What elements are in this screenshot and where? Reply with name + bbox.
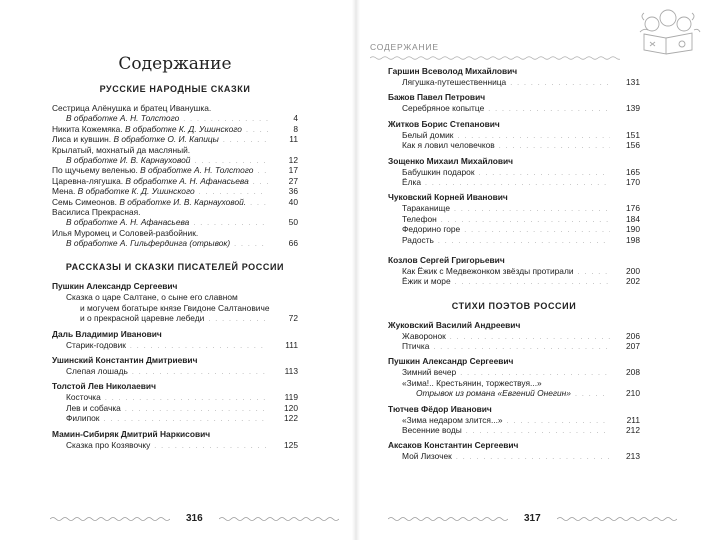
author-name: Мамин-Сибиряк Дмитрий Наркисович	[52, 428, 211, 439]
toc-entry-line: и могучем богатыре князе Гвидоне Салтановиче	[80, 302, 270, 313]
children-reading-book-icon	[630, 4, 708, 56]
toc-entry[interactable]: Ёжик и море . . . 202	[388, 276, 640, 286]
toc-entry[interactable]: Серебряное копытце . . . 139	[388, 103, 640, 113]
page-footer	[388, 513, 677, 525]
toc-entry[interactable]: Тараканище . . . 176	[388, 203, 640, 213]
toc-entry[interactable]: Мена. В обработке К. Д. Ушинского . . . 36	[52, 186, 298, 196]
toc-entry[interactable]: В обработке И. В. Карнауховой . . . 12	[52, 155, 298, 165]
toc-entry[interactable]: Зимний вечер . . . 208	[388, 367, 640, 377]
toc-entry[interactable]: Сказка про Козявочку . . . 125	[52, 440, 298, 450]
toc-writers-continued	[388, 66, 640, 287]
section-heading-folk-tales: РУССКИЕ НАРОДНЫЕ СКАЗКИ	[99, 84, 251, 94]
author-name: Тютчев Фёдор Иванович	[388, 403, 492, 414]
author-name: Пушкин Александр Сергеевич	[388, 356, 514, 367]
author-name: Зощенко Михаил Михайлович	[388, 155, 513, 166]
toc-entry[interactable]: Лягушка-путешественница . . . 131	[388, 77, 640, 87]
wavy-line-ornament-icon	[370, 54, 620, 62]
toc-writers	[52, 281, 298, 450]
author-name: Козлов Сергей Григорьевич	[388, 254, 505, 265]
wavy-line-ornament-icon	[388, 515, 508, 523]
toc-entry[interactable]: Как я ловил человечков . . . 156	[388, 140, 640, 150]
book-spine-gutter	[352, 0, 360, 540]
toc-entry[interactable]: Телефон . . . 184	[388, 214, 640, 224]
toc-entry[interactable]: Радость . . . 198	[388, 235, 640, 245]
author-name: Пушкин Александр Сергеевич	[52, 281, 178, 292]
author-name: Даль Владимир Иванович	[52, 328, 162, 339]
toc-entry[interactable]: В обработке А. Н. Толстого . . . 4	[52, 113, 298, 123]
toc-entry-line: Сказка о царе Салтане, о сыне его славном	[66, 292, 238, 303]
toc-entry[interactable]: Весенние воды . . . 212	[388, 425, 640, 435]
left-column	[52, 54, 298, 450]
toc-entry[interactable]: Как Ёжик с Медвежонком звёзды протирали . . . 200	[388, 266, 640, 276]
toc-entry[interactable]: Старик-годовик . . . 111	[52, 340, 298, 350]
author-name: Ушинский Константин Дмитриевич	[52, 355, 198, 366]
author-name: Гаршин Всеволод Михайлович	[388, 66, 518, 76]
page-number: 317	[524, 513, 541, 524]
right-page	[360, 0, 712, 540]
toc-entry[interactable]: Слепая лошадь . . . 113	[52, 366, 298, 376]
toc-entry[interactable]: Жаворонок . . . 206	[388, 331, 640, 341]
toc-entry-line: Василиса Прекрасная.	[52, 206, 141, 217]
wavy-line-ornament-icon	[50, 515, 170, 523]
toc-entry[interactable]: В обработке А. Гильфердинга (отрывок) . . . 66	[52, 238, 298, 248]
toc-entry[interactable]: Птичка . . . 207	[388, 341, 640, 351]
author-name: Аксаков Константин Сергеевич	[388, 440, 519, 451]
author-name: Толстой Лев Николаевич	[52, 381, 156, 392]
page-title: Содержание	[118, 54, 232, 74]
toc-entry[interactable]: Филипок . . . 122	[52, 413, 298, 423]
author-name: Чуковский Корней Иванович	[388, 192, 508, 203]
running-head: СОДЕРЖАНИЕ	[370, 42, 439, 52]
toc-entry-line: Крылатый, мохнатый да масляный.	[52, 144, 191, 155]
toc-entry[interactable]: Мой Лизочек . . . 213	[388, 451, 640, 461]
author-name: Житков Борис Степанович	[388, 118, 500, 129]
toc-entry-line: Сестрица Алёнушка и братец Иванушка.	[52, 103, 212, 113]
toc-entry[interactable]: Федорино горе . . . 190	[388, 224, 640, 234]
toc-entry-line: «Зима!.. Крестьянин, торжествуя...»	[402, 377, 542, 388]
wavy-line-ornament-icon	[557, 515, 677, 523]
toc-entry[interactable]: и о прекрасной царевне лебеди . . . 72	[52, 313, 298, 323]
toc-entry[interactable]: Белый домик . . . 151	[388, 130, 640, 140]
left-page	[0, 0, 352, 540]
right-column	[388, 66, 640, 462]
author-name: Жуковский Василий Андреевич	[388, 319, 521, 330]
section-heading-writers: РАССКАЗЫ И СКАЗКИ ПИСАТЕЛЕЙ РОССИИ	[65, 262, 285, 273]
toc-entry-line: Илья Муромец и Соловей-разбойник.	[52, 227, 199, 238]
toc-folk-tales	[52, 103, 298, 248]
author-name: Бажов Павел Петрович	[388, 92, 486, 103]
section-heading-poetry: СТИХИ ПОЭТОВ РОССИИ	[451, 300, 577, 311]
toc-entry[interactable]: Семь Симеонов. В обработке И. В. Карнауховой. . . . 40	[52, 197, 298, 207]
toc-entry[interactable]: Лев и собачка . . . 120	[52, 403, 298, 413]
toc-entry[interactable]: По щучьему веленью. В обработке А. Н. Толстого . . . 17	[52, 165, 298, 175]
toc-entry[interactable]: Никита Кожемяка. В обработке К. Д. Ушинского . . . 8	[52, 124, 298, 134]
wavy-line-ornament-icon	[219, 515, 339, 523]
page-footer	[50, 513, 339, 525]
toc-entry[interactable]: В обработке А. Н. Афанасьева . . . 50	[52, 217, 298, 227]
toc-entry[interactable]: Отрывок из романа «Евгений Онегин» . . . 210	[388, 388, 640, 398]
toc-entry[interactable]: Лиса и кувшин. В обработке О. И. Капицы . . . 11	[52, 134, 298, 144]
toc-entry[interactable]: Ёлка . . . 170	[388, 177, 640, 187]
toc-entry[interactable]: «Зима недаром злится...» . . . 211	[388, 415, 640, 425]
toc-entry[interactable]: Бабушкин подарок . . . 165	[388, 167, 640, 177]
toc-entry[interactable]: Косточка . . . 119	[52, 392, 298, 402]
toc-poetry	[388, 320, 640, 462]
page-number: 316	[186, 513, 203, 524]
toc-entry[interactable]: Царевна-лягушка. В обработке А. Н. Афанасьева . . . 27	[52, 176, 298, 186]
